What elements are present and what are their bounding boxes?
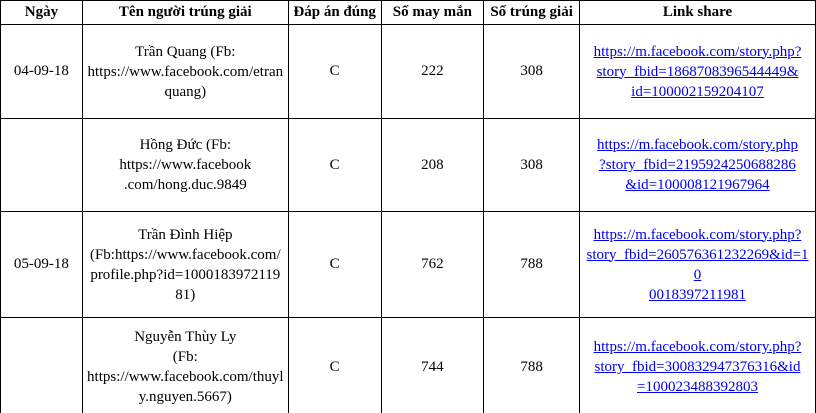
winner-line: 81) — [175, 286, 196, 303]
winning-number-cell: 308 — [484, 119, 580, 212]
link-line[interactable]: &id=100008121967964 — [625, 177, 770, 193]
winning-number-cell: 788 — [484, 318, 580, 413]
share-link[interactable] — [579, 212, 815, 318]
header-winning-number: Số trúng giải — [484, 1, 580, 25]
winner-cell — [82, 25, 288, 119]
link-line[interactable]: https://m.facebook.com/story.php? — [593, 43, 802, 60]
header-date: Ngày — [1, 1, 83, 25]
winner-cell — [82, 119, 288, 212]
winning-number-cell: 788 — [484, 212, 580, 318]
header-answer: Đáp án đúng — [288, 1, 381, 25]
winner-line: Trần Quang (Fb: — [135, 43, 236, 60]
winner-line: Nguyễn Thùy Ly — [134, 329, 237, 345]
header-lucky-number: Số may mắn — [381, 1, 484, 25]
answer-cell: C — [288, 119, 381, 212]
link-line[interactable]: 0018397211981 — [649, 286, 746, 303]
winner-line: Trần Đình Hiệp — [138, 226, 233, 243]
link-line[interactable]: story_fbid=300832947376316&id — [594, 359, 801, 375]
share-link[interactable] — [579, 119, 815, 212]
table-row — [1, 25, 816, 119]
link-line[interactable]: 0 — [693, 266, 702, 283]
winning-number-cell: 308 — [484, 25, 580, 119]
answer-cell: C — [288, 212, 381, 318]
winner-line: y.nguyen.5667) — [138, 389, 232, 405]
date-cell: 04-09-18 — [1, 25, 83, 119]
winner-line: .com/hong.duc.9849 — [123, 177, 247, 193]
winner-line: profile.php?id=1000183972119 — [90, 266, 281, 283]
table-row — [1, 318, 816, 413]
header-row — [1, 1, 816, 25]
answer-cell: C — [288, 318, 381, 413]
winner-line: https://www.facebook.com/etran — [87, 63, 284, 80]
link-line[interactable]: story_fbid=260576361232269&id=1 — [586, 246, 809, 263]
link-line[interactable]: =100023488392803 — [637, 379, 758, 395]
winner-line: (Fb:https://www.facebook.com/ — [89, 246, 281, 263]
share-link[interactable] — [579, 25, 815, 119]
header-winner: Tên người trúng giải — [82, 1, 288, 25]
link-line[interactable]: https://m.facebook.com/story.php? — [593, 226, 802, 243]
link-line[interactable]: story_fbid=1868708396544449& — [596, 63, 799, 80]
header-share-link: Link share — [579, 1, 815, 25]
winner-line: https://www.facebook.com/thuyl — [87, 369, 284, 385]
winner-line: (Fb: — [172, 349, 198, 365]
winner-line: https://www.facebook — [119, 157, 252, 173]
table-row — [1, 212, 816, 318]
link-line[interactable]: id=100002159204107 — [631, 83, 764, 100]
date-cell — [1, 318, 83, 413]
winner-line: Hồng Đức (Fb: — [139, 137, 232, 153]
date-cell: 05-09-18 — [1, 212, 83, 318]
lucky-number-cell: 208 — [381, 119, 484, 212]
link-line[interactable]: https://m.facebook.com/story.php — [596, 137, 799, 153]
link-line[interactable]: ?story_fbid=2195924250688286 — [599, 157, 796, 173]
table-row — [1, 119, 816, 212]
lucky-number-cell: 744 — [381, 318, 484, 413]
winner-line: quang) — [164, 83, 207, 100]
lucky-number-cell: 762 — [381, 212, 484, 318]
link-line[interactable]: https://m.facebook.com/story.php? — [593, 339, 802, 355]
winner-cell — [82, 318, 288, 413]
winner-cell — [82, 212, 288, 318]
date-cell — [1, 119, 83, 212]
lucky-number-cell: 222 — [381, 25, 484, 119]
share-link[interactable] — [579, 318, 815, 413]
answer-cell: C — [288, 25, 381, 119]
